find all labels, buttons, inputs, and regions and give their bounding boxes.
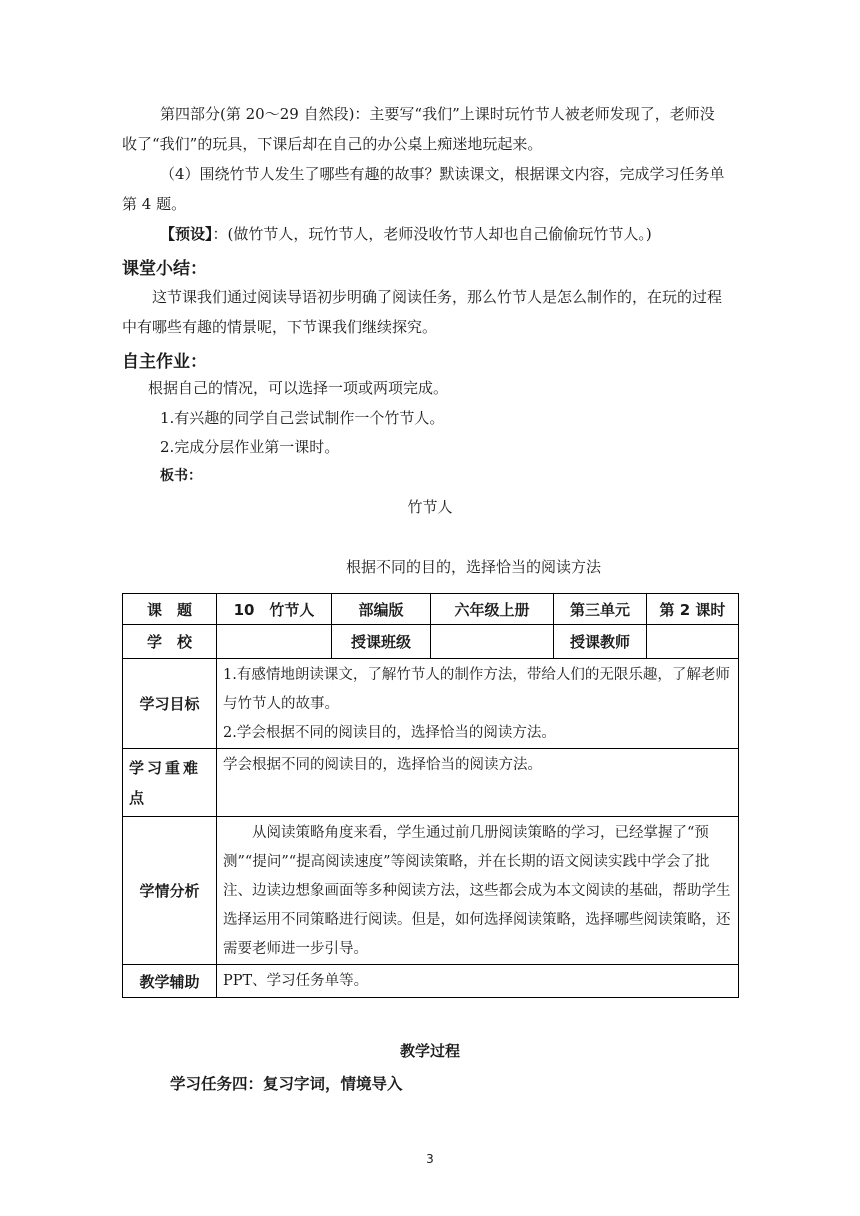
page-number: 3	[426, 1152, 434, 1166]
table-cell: 第三单元	[554, 594, 647, 625]
preset-answer	[160, 224, 652, 244]
table-cell: 学习目标	[123, 659, 217, 749]
table-row	[123, 659, 739, 749]
table-row	[123, 817, 739, 965]
table-cell	[431, 625, 554, 659]
analysis-cell: 从阅读策略角度来看，学生通过前几册阅读策略的学习，已经掌握了“预测”“提问”“提高阅读速度”等阅读策略，并在长期的语文阅读实践中学会了批注、边读边想象画面等多种阅读方法，这些都会成为本文阅读的基础，帮助学生选择运用不同策略进行阅读。但是，如何选择阅读策略，选择哪些阅读策略，还需要老师进一步引导。	[217, 817, 739, 965]
homework-heading: 自主作业：	[122, 352, 207, 372]
table-cell: 授课教师	[554, 625, 647, 659]
table-cell: 部编版	[332, 594, 431, 625]
summary-line2: 中有哪些有趣的情景呢，下节课我们继续探究。	[122, 318, 438, 336]
table-cell: 10 竹节人	[217, 594, 332, 625]
homework-item-1: 1.有兴趣的同学自己尝试制作一个竹节人。	[160, 409, 445, 427]
table-cell: 课 题	[123, 594, 217, 625]
table-row	[123, 965, 739, 998]
table-cell: 第 2 课时	[647, 594, 739, 625]
preset-label: 【预设】	[160, 225, 213, 243]
table-cell	[647, 625, 739, 659]
goals-item-1: 1.有感情地朗读课文，了解竹节人的制作方法，带给人们的无限乐趣，了解老师与竹节人的故事。	[223, 667, 730, 712]
table-cell: 教学辅助	[123, 965, 217, 998]
summary-line1: 这节课我们通过阅读导语初步明确了阅读任务，那么竹节人是怎么制作的，在玩的过程	[152, 288, 723, 306]
board-subtitle: 根据不同的目的，选择恰当的阅读方法	[346, 558, 602, 576]
learning-task-4: 学习任务四：复习字词，情境导入	[170, 1075, 403, 1093]
table-cell: 学 校	[123, 625, 217, 659]
board-title: 竹节人	[407, 498, 453, 516]
lesson-info-table	[122, 593, 739, 998]
summary-heading: 课堂小结：	[122, 259, 207, 279]
preset-text: ：(做竹节人，玩竹节人，老师没收竹节人却也自己偷偷玩竹节人。)	[212, 225, 652, 243]
table-cell: 学习重难点	[123, 749, 217, 817]
aids-cell: PPT、学习任务单等。	[217, 965, 739, 998]
goals-cell	[217, 659, 739, 749]
table-cell	[217, 625, 332, 659]
paragraph-part4-line2: 收了“我们”的玩具，下课后却在自己的办公桌上痴迷地玩起来。	[122, 135, 543, 153]
process-heading: 教学过程	[399, 1042, 460, 1060]
keypoints-cell: 学会根据不同的阅读目的，选择恰当的阅读方法。	[217, 749, 739, 817]
question-4-line1: （4）围绕竹节人发生了哪些有趣的故事？默读课文，根据课文内容，完成学习任务单	[160, 165, 725, 183]
table-cell: 授课班级	[332, 625, 431, 659]
question-4-line2: 第 4 题。	[122, 195, 187, 213]
table-cell: 学情分析	[123, 817, 217, 965]
table-row	[123, 749, 739, 817]
table-row	[123, 594, 739, 625]
homework-item-2: 2.完成分层作业第一课时。	[160, 438, 340, 456]
board-label: 板书：	[160, 468, 202, 484]
goals-item-2: 2.学会根据不同的阅读目的，选择恰当的阅读方法。	[223, 725, 556, 741]
table-cell: 六年级上册	[431, 594, 554, 625]
homework-intro: 根据自己的情况，可以选择一项或两项完成。	[148, 379, 449, 397]
paragraph-part4-line1: 第四部分(第 20～29 自然段)：主要写“我们”上课时玩竹节人被老师发现了，老师没	[160, 105, 715, 123]
table-row	[123, 625, 739, 659]
